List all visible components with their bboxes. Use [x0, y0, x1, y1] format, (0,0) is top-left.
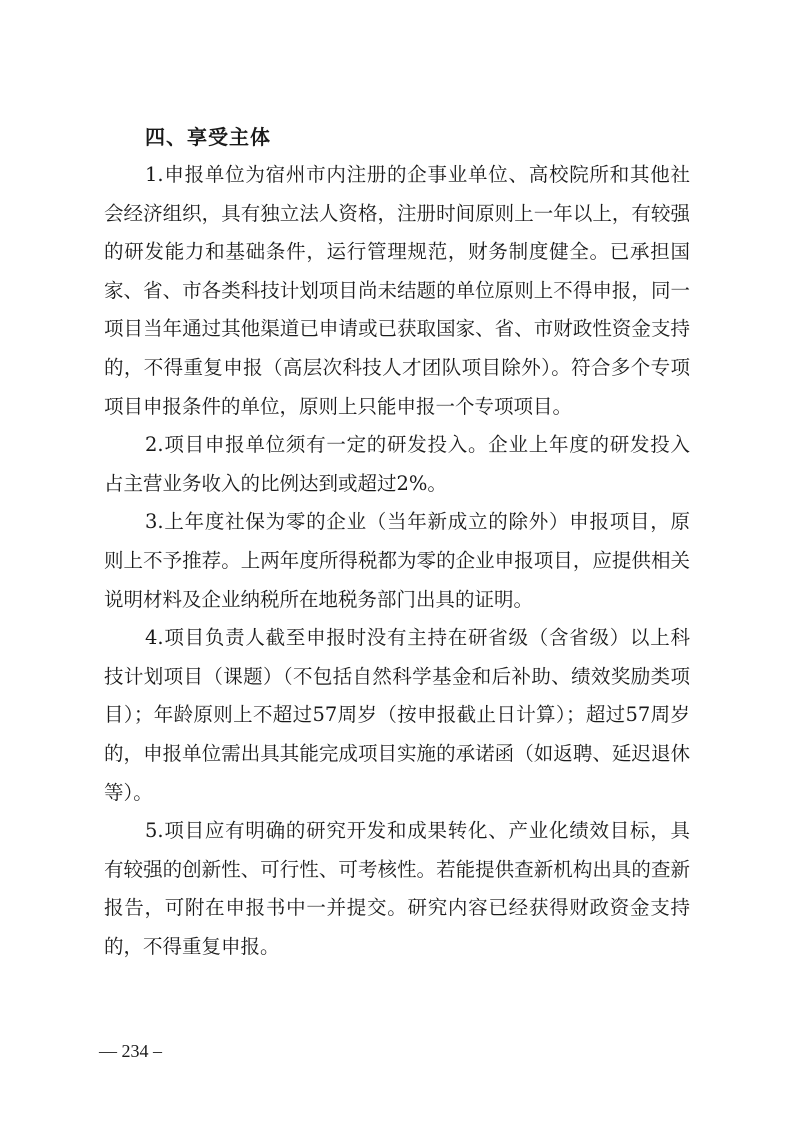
paragraph-project-goals: 5.项目应有明确的研究开发和成果转化、产业化绩效目标，具有较强的创新性、可行性、可考核性。若能提供查新机构出具的查新报告，可附在申报书中一并提交。研究内容已经获得财政资金支持的，不得重复申报。 — [104, 819, 690, 958]
paragraph-applicant-eligibility: 1.申报单位为宿州市内注册的企事业单位、高校院所和其他社会经济组织，具有独立法人资格，注册时间原则上一年以上，有较强的研发能力和基础条件，运行管理规范，财务制度健全。已承担国家、省、市各类科技计划项目尚未结题的单位原则上不得申报，同一项目当年通过其他渠道已申请或已获取国家、省、市财政性资金支持的，不得重复申报（高层次科技人才团队项目除外）。符合多个专项项目申报条件的单位，原则上只能申报一个专项项目。 — [104, 163, 690, 418]
paragraph-rd-investment: 2.项目申报单位须有一定的研发投入。企业上年度的研发投入占主营业务收入的比例达到或超过2%。 — [104, 433, 690, 495]
section-heading: 四、享受主体 — [145, 125, 271, 149]
paragraph-social-security-tax: 3.上年度社保为零的企业（当年新成立的除外）申报项目，原则上不予推荐。上两年度所得税都为零的企业申报项目，应提供相关说明材料及企业纳税所在地税务部门出具的证明。 — [104, 510, 690, 611]
page-number: — 234 – — [99, 1041, 162, 1061]
paragraph-project-leader: 4.项目负责人截至申报时没有主持在研省级（含省级）以上科技计划项目（课题）（不包括自然科学基金和后补助、绩效奖励类项目）；年龄原则上不超过57周岁（按申报截止日计算）；超过57周岁的，申报单位需出具其能完成项目实施的承诺函（如返聘、延迟退休等）。 — [104, 626, 690, 804]
document-body — [104, 118, 690, 966]
